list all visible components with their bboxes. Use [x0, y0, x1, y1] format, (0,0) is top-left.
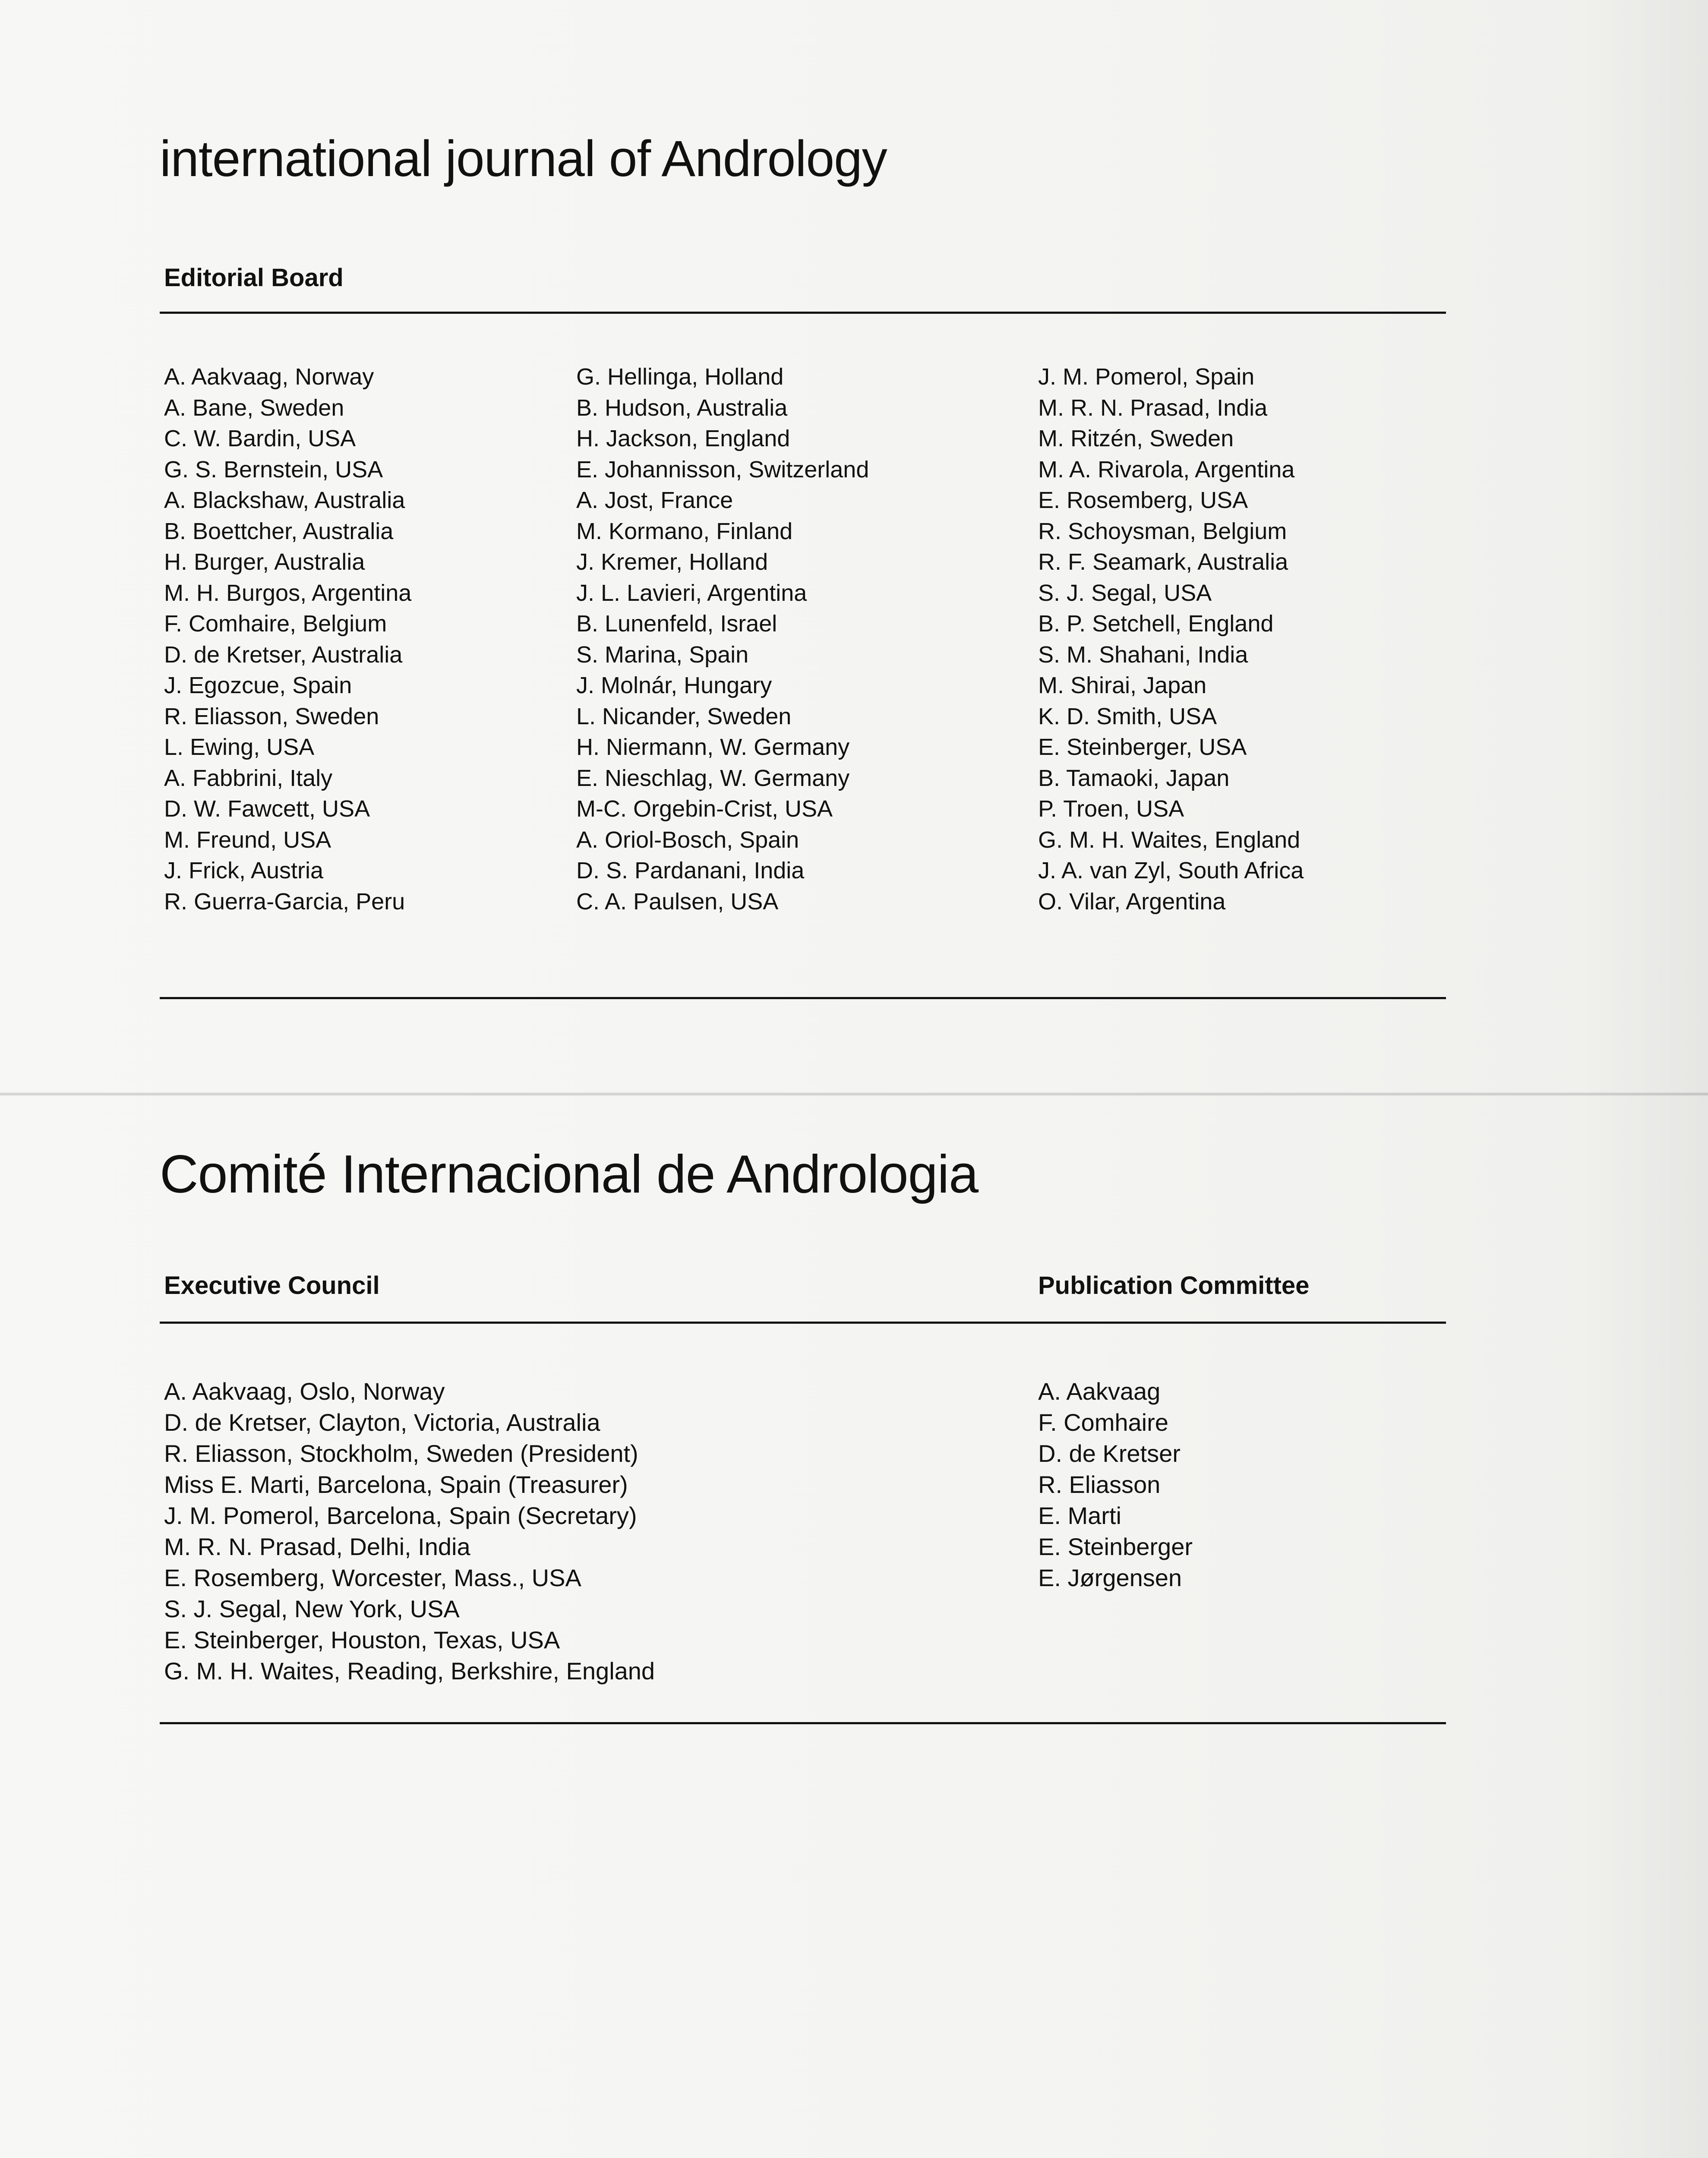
list-item: R. Guerra-Garcia, Peru	[164, 888, 405, 915]
list-item: A. Aakvaag	[1038, 1378, 1161, 1405]
list-item: J. Egozcue, Spain	[164, 672, 352, 698]
list-item: A. Aakvaag, Norway	[164, 364, 374, 390]
list-item: B. P. Setchell, England	[1038, 611, 1274, 637]
list-item: J. M. Pomerol, Spain	[1038, 364, 1255, 390]
list-item: E. Nieschlag, W. Germany	[576, 765, 850, 791]
list-item: A. Oriol-Bosch, Spain	[576, 827, 799, 853]
list-item: O. Vilar, Argentina	[1038, 888, 1226, 915]
list-item: A. Jost, France	[576, 487, 733, 513]
list-item: E. Jørgensen	[1038, 1564, 1182, 1591]
list-item: G. M. H. Waites, England	[1038, 827, 1301, 853]
list-item: G. M. H. Waites, Reading, Berkshire, England	[164, 1657, 655, 1685]
list-item: D. de Kretser, Clayton, Victoria, Australia	[164, 1409, 600, 1436]
list-item: M. Ritzén, Sweden	[1038, 426, 1234, 451]
list-item: M. Kormano, Finland	[576, 518, 793, 544]
list-item: B. Boettcher, Australia	[164, 518, 394, 544]
list-item: E. Steinberger	[1038, 1533, 1193, 1560]
list-item: E. Rosemberg, USA	[1038, 487, 1248, 513]
list-item: G. Hellinga, Holland	[576, 364, 784, 390]
page-edge-shadow	[1579, 0, 1708, 2158]
editorial-board-heading: Editorial Board	[164, 264, 344, 292]
list-item: D. de Kretser, Australia	[164, 641, 403, 668]
list-item: K. D. Smith, USA	[1038, 703, 1217, 729]
comite-title: Comité Internacional de Andrologia	[160, 1145, 979, 1204]
list-item: S. M. Shahani, India	[1038, 641, 1248, 668]
list-item: S. J. Segal, New York, USA	[164, 1595, 460, 1622]
page-fold	[0, 1092, 1708, 1096]
list-item: E. Johannisson, Switzerland	[576, 456, 869, 483]
list-item: R. Eliasson, Stockholm, Sweden (President)	[164, 1440, 638, 1467]
list-item: F. Comhaire, Belgium	[164, 611, 387, 637]
list-item: C. W. Bardin, USA	[164, 426, 356, 451]
list-item: M. A. Rivarola, Argentina	[1038, 456, 1295, 483]
list-item: E. Marti	[1038, 1502, 1121, 1529]
list-item: R. F. Seamark, Australia	[1038, 549, 1288, 575]
publication-committee-heading: Publication Committee	[1038, 1271, 1310, 1300]
editorial-board-column-1	[164, 362, 411, 917]
list-item: M. Shirai, Japan	[1038, 672, 1207, 698]
divider	[160, 997, 1446, 999]
list-item: L. Ewing, USA	[164, 734, 315, 760]
divider	[160, 1322, 1446, 1324]
list-item: M. R. N. Prasad, India	[1038, 394, 1268, 421]
list-item: J. Frick, Austria	[164, 858, 324, 883]
journal-title: international journal of Andrology	[160, 130, 887, 187]
list-item: J. Molnár, Hungary	[576, 672, 772, 698]
list-item: C. A. Paulsen, USA	[576, 888, 779, 915]
list-item: A. Blackshaw, Australia	[164, 487, 405, 513]
list-item: J. Kremer, Holland	[576, 549, 768, 575]
list-item: D. de Kretser	[1038, 1440, 1181, 1467]
publication-committee-list	[1038, 1376, 1193, 1593]
list-item: B. Hudson, Australia	[576, 394, 788, 421]
executive-council-heading: Executive Council	[164, 1271, 380, 1300]
list-item: E. Steinberger, USA	[1038, 734, 1247, 760]
list-item: L. Nicander, Sweden	[576, 703, 792, 729]
list-item: D. S. Pardanani, India	[576, 858, 805, 883]
list-item: A. Fabbrini, Italy	[164, 765, 333, 791]
list-item: P. Troen, USA	[1038, 796, 1184, 822]
list-item: A. Bane, Sweden	[164, 394, 344, 421]
divider	[160, 1722, 1446, 1724]
list-item: M-C. Orgebin-Crist, USA	[576, 796, 833, 822]
list-item: B. Tamaoki, Japan	[1038, 765, 1230, 791]
list-item: R. Eliasson	[1038, 1471, 1161, 1498]
divider	[160, 312, 1446, 314]
editorial-board-column-2	[576, 362, 869, 917]
list-item: M. H. Burgos, Argentina	[164, 580, 412, 606]
list-item: R. Eliasson, Sweden	[164, 703, 379, 729]
list-item: J. L. Lavieri, Argentina	[576, 580, 807, 606]
list-item: F. Comhaire	[1038, 1409, 1168, 1436]
list-item: S. Marina, Spain	[576, 641, 749, 668]
list-item: G. S. Bernstein, USA	[164, 456, 383, 483]
list-item: S. J. Segal, USA	[1038, 580, 1212, 606]
list-item: J. A. van Zyl, South Africa	[1038, 858, 1304, 883]
editorial-board-column-3	[1038, 362, 1304, 917]
list-item: H. Burger, Australia	[164, 549, 365, 575]
list-item: A. Aakvaag, Oslo, Norway	[164, 1378, 445, 1405]
list-item: R. Schoysman, Belgium	[1038, 518, 1287, 544]
list-item: M. Freund, USA	[164, 827, 331, 853]
list-item: Miss E. Marti, Barcelona, Spain (Treasurer)	[164, 1471, 628, 1498]
list-item: H. Jackson, England	[576, 426, 790, 451]
list-item: D. W. Fawcett, USA	[164, 796, 370, 822]
executive-council-list	[164, 1376, 655, 1687]
list-item: M. R. N. Prasad, Delhi, India	[164, 1533, 470, 1560]
list-item: E. Rosemberg, Worcester, Mass., USA	[164, 1564, 581, 1591]
list-item: E. Steinberger, Houston, Texas, USA	[164, 1626, 560, 1653]
list-item: H. Niermann, W. Germany	[576, 734, 850, 760]
list-item: B. Lunenfeld, Israel	[576, 611, 777, 637]
list-item: J. M. Pomerol, Barcelona, Spain (Secretary)	[164, 1502, 637, 1529]
